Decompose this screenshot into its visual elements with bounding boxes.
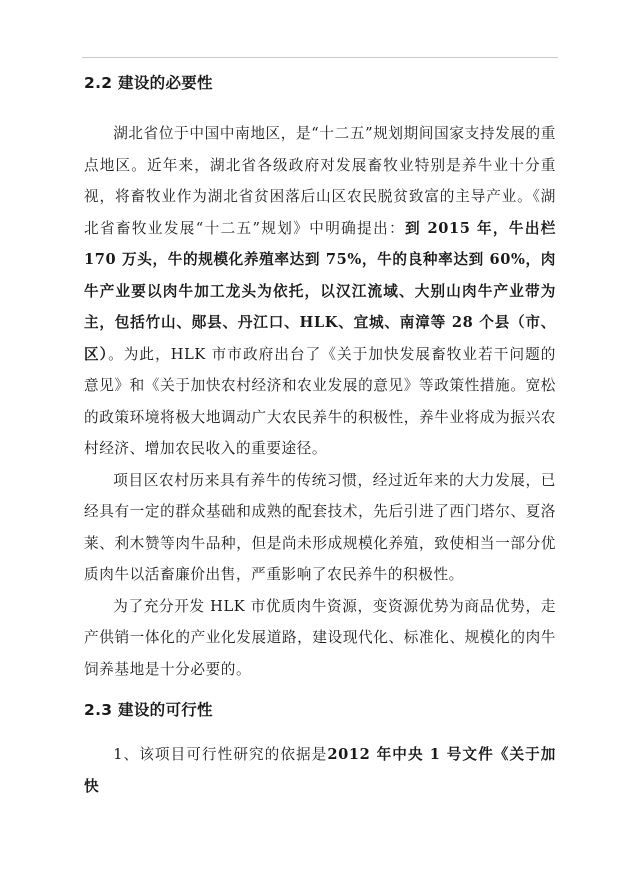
paragraph-text: 1、该项目可行性研究的依据是 xyxy=(113,746,328,763)
section-heading-feasibility: 2.3 建设的可行性 xyxy=(84,701,213,719)
document-body xyxy=(84,64,556,802)
paragraph-feasibility-basis xyxy=(84,739,556,802)
paragraph-bold-text: 2012 年中央 1 号文件《关于加快 xyxy=(84,746,556,795)
paragraph-text: 。为此，HLK 市市政府出台了《关于加快发展畜牧业若干问题的意见》和《关于加快农村经济和农业发展的意见》等政策性措施。宽松的政策环境将极大地调动广大农民养牛的积极性，养牛业将成为振兴农村经济、增加农民收入的重要途径。 xyxy=(84,345,556,457)
paragraph-local-tradition: 项目区农村历来具有养牛的传统习惯，经过近年来的大力发展，已经具有一定的群众基础和成熟的配套技术，先后引进了西门塔尔、夏洛莱、利木赞等肉牛品种，但是尚未形成规模化养殖，致使相当一部分优质肉牛以活畜廉价出售，严重影响了农民养牛的积极性。 xyxy=(84,471,556,583)
header-rule xyxy=(82,57,558,58)
paragraph-text: 湖北省位于中国中南地区，是“十二五”规划期间国家支持发展的重点地区。近年来，湖北省各级政府对发展畜牧业特别是养牛业十分重视，将畜牧业作为湖北省贫困落后山区农民脱贫致富的主导产业。《湖北省畜牧业发展“十二五”规划》中明确提出： xyxy=(84,125,556,237)
section-heading-necessity: 2.2 建设的必要性 xyxy=(84,74,213,92)
paragraph-policy-background xyxy=(84,118,556,465)
paragraph-bold-text: 到 2015 年，牛出栏 170 万头，牛的规模化养殖率达到 75%，牛的良种率达到 60%，肉牛产业要以肉牛加工龙头为依托，以汉江流域、大别山肉牛产业带为主，包括竹山、郧县、丹江口、HLK、宜城、南漳等 28 个县（市、区） xyxy=(84,219,556,363)
paragraph-conclusion: 为了充分开发 HLK 市优质肉牛资源，变资源优势为商品优势，走产供销一体化的产业化发展道路，建设现代化、标准化、规模化的肉牛饲养基地是十分必要的。 xyxy=(84,597,556,678)
